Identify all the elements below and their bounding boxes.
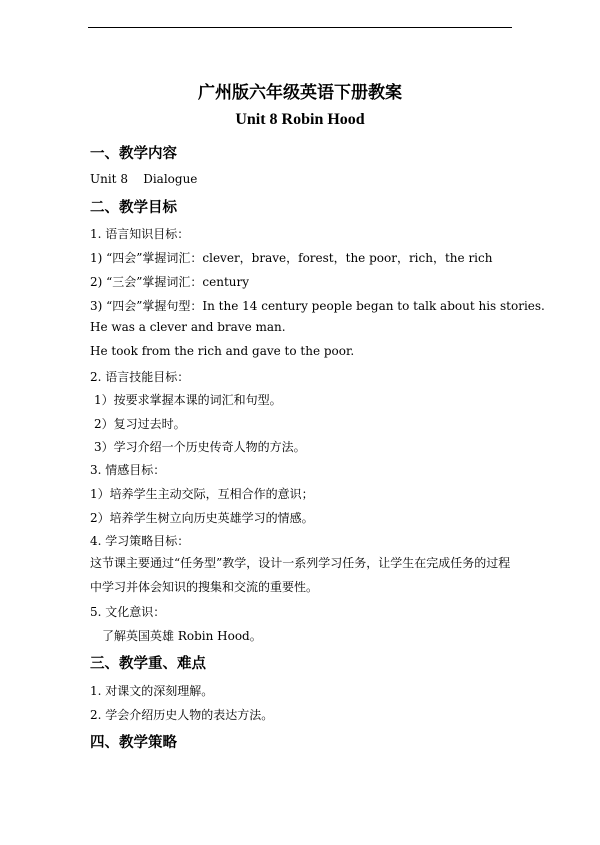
- section-3-heading: 三、教学重、难点: [90, 655, 206, 672]
- strategy-paragraph: 这节课主要通过“任务型”教学，设计一系列学习任务，让学生在完成任务的过程中学习并体会知识的搜集和交流的重要性。: [90, 556, 511, 594]
- section-4-heading: 四、教学策略: [90, 734, 177, 751]
- knowledge-sentence-1: He was a clever and brave man.: [90, 320, 286, 334]
- skills-item-3: 3）学习介绍一个历史传奇人物的方法。: [94, 440, 306, 454]
- culture-text: 了解英国英雄 Robin Hood。: [102, 629, 262, 643]
- skills-item-2: 2）复习过去时。: [94, 417, 186, 431]
- knowledge-sentence-2: He took from the rich and gave to the poor.: [90, 344, 355, 358]
- document-subtitle: Unit 8 Robin Hood: [235, 111, 365, 128]
- knowledge-item-2: 2) “三会”掌握词汇：century: [90, 275, 250, 289]
- section-1-content: Unit 8 Dialogue: [90, 172, 198, 186]
- emotion-item-1: 1）培养学生主动交际，互相合作的意识；: [90, 487, 314, 501]
- skills-goal-label: 2. 语言技能目标：: [90, 370, 190, 384]
- culture-goal-label: 5. 文化意识：: [90, 605, 166, 619]
- knowledge-goal-label: 1. 语言知识目标：: [90, 227, 190, 241]
- key-point-1: 1. 对课文的深刻理解。: [90, 684, 214, 698]
- emotion-goal-label: 3. 情感目标：: [90, 463, 166, 477]
- skills-item-1: 1）按要求掌握本课的词汇和句型。: [94, 393, 282, 407]
- knowledge-item-3: 3) “四会”掌握句型：In the 14 century people began to talk about his stories.: [90, 299, 545, 313]
- document-title: 广州版六年级英语下册教案: [198, 83, 402, 103]
- knowledge-item-1: 1) “四会”掌握词汇：clever，brave，forest，the poor，rich，the rich: [90, 251, 493, 265]
- section-1-heading: 一、教学内容: [90, 145, 177, 162]
- strategy-goal-label: 4. 学习策略目标：: [90, 534, 190, 548]
- key-point-2: 2. 学会介绍历史人物的表达方法。: [90, 708, 274, 722]
- section-2-heading: 二、教学目标: [90, 199, 177, 216]
- emotion-item-2: 2）培养学生树立向历史英雄学习的情感。: [90, 511, 314, 525]
- header-rule: [88, 27, 512, 28]
